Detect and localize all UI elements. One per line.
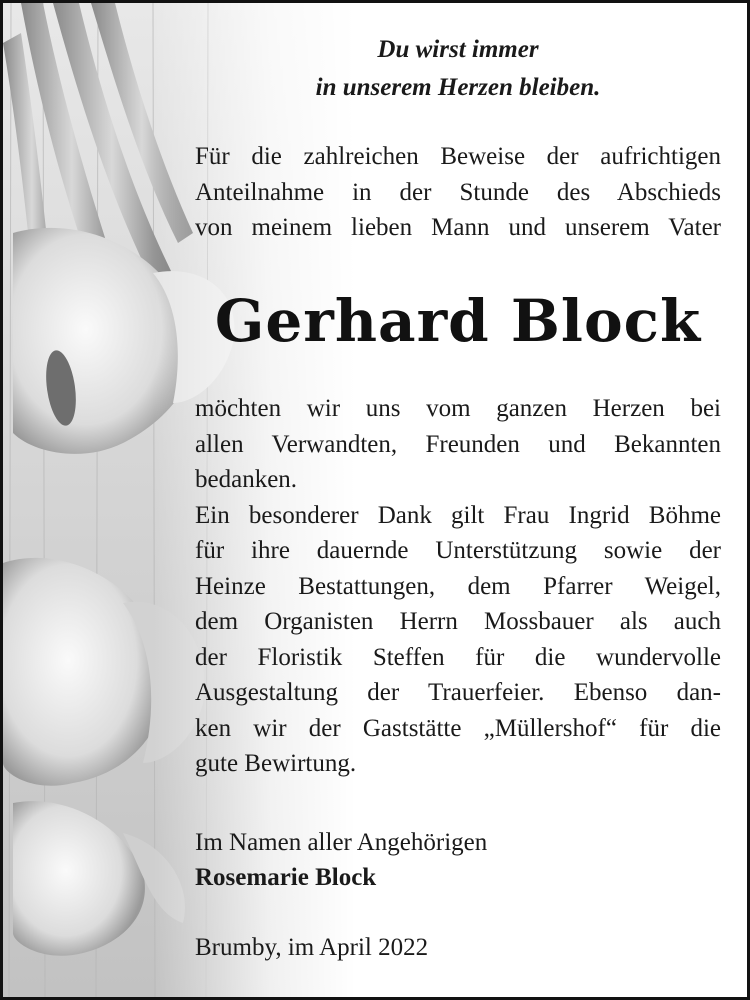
thanks-line: allen Verwandten, Freunden und Bekannten xyxy=(195,430,721,458)
thanks-line: Heinze Bestattungen, dem Pfarrer Weigel, xyxy=(195,572,721,600)
thanks-line: für ihre dauernde Unterstützung sowie der xyxy=(195,537,721,564)
thanks-line: Ausgestaltung der Trauerfeier. Ebenso dan- xyxy=(195,679,721,706)
intro-line: von meinem lieben Mann und unserem Vater xyxy=(195,214,721,241)
thanks-line: Ein besonderer Dank gilt Frau Ingrid Böhme xyxy=(195,501,721,529)
intro-line: Anteilnahme in der Stunde des Abschieds xyxy=(195,178,721,206)
thanks-line: dem Organisten Herrn Mossbauer als auch xyxy=(195,608,721,635)
thanks-line: gute Bewirtung. xyxy=(195,750,357,777)
motto-line-2: in unserem Herzen bleiben. xyxy=(315,74,601,101)
thanks-line: bedanken. xyxy=(195,466,298,493)
intro-line: Für die zahlreichen Beweise der aufrichtigen xyxy=(195,143,721,170)
thanks-line: ken wir der Gaststätte „Müllershof“ für die xyxy=(195,714,721,742)
thanks-line: der Floristik Steffen für die wundervolle xyxy=(195,643,721,671)
deceased-name: Gerhard Block xyxy=(214,287,702,355)
motto-line-1: Du wirst immer xyxy=(377,36,539,63)
intro-paragraph xyxy=(195,139,721,246)
thanks-paragraph xyxy=(195,391,721,782)
thanks-line: möchten wir uns vom ganzen Herzen bei xyxy=(195,395,721,422)
motto xyxy=(195,31,721,107)
closing-phrase: Im Namen aller Angehörigen xyxy=(195,829,488,856)
place-date: Brumby, im April 2022 xyxy=(195,934,429,961)
signer-name: Rosemarie Block xyxy=(195,864,377,891)
